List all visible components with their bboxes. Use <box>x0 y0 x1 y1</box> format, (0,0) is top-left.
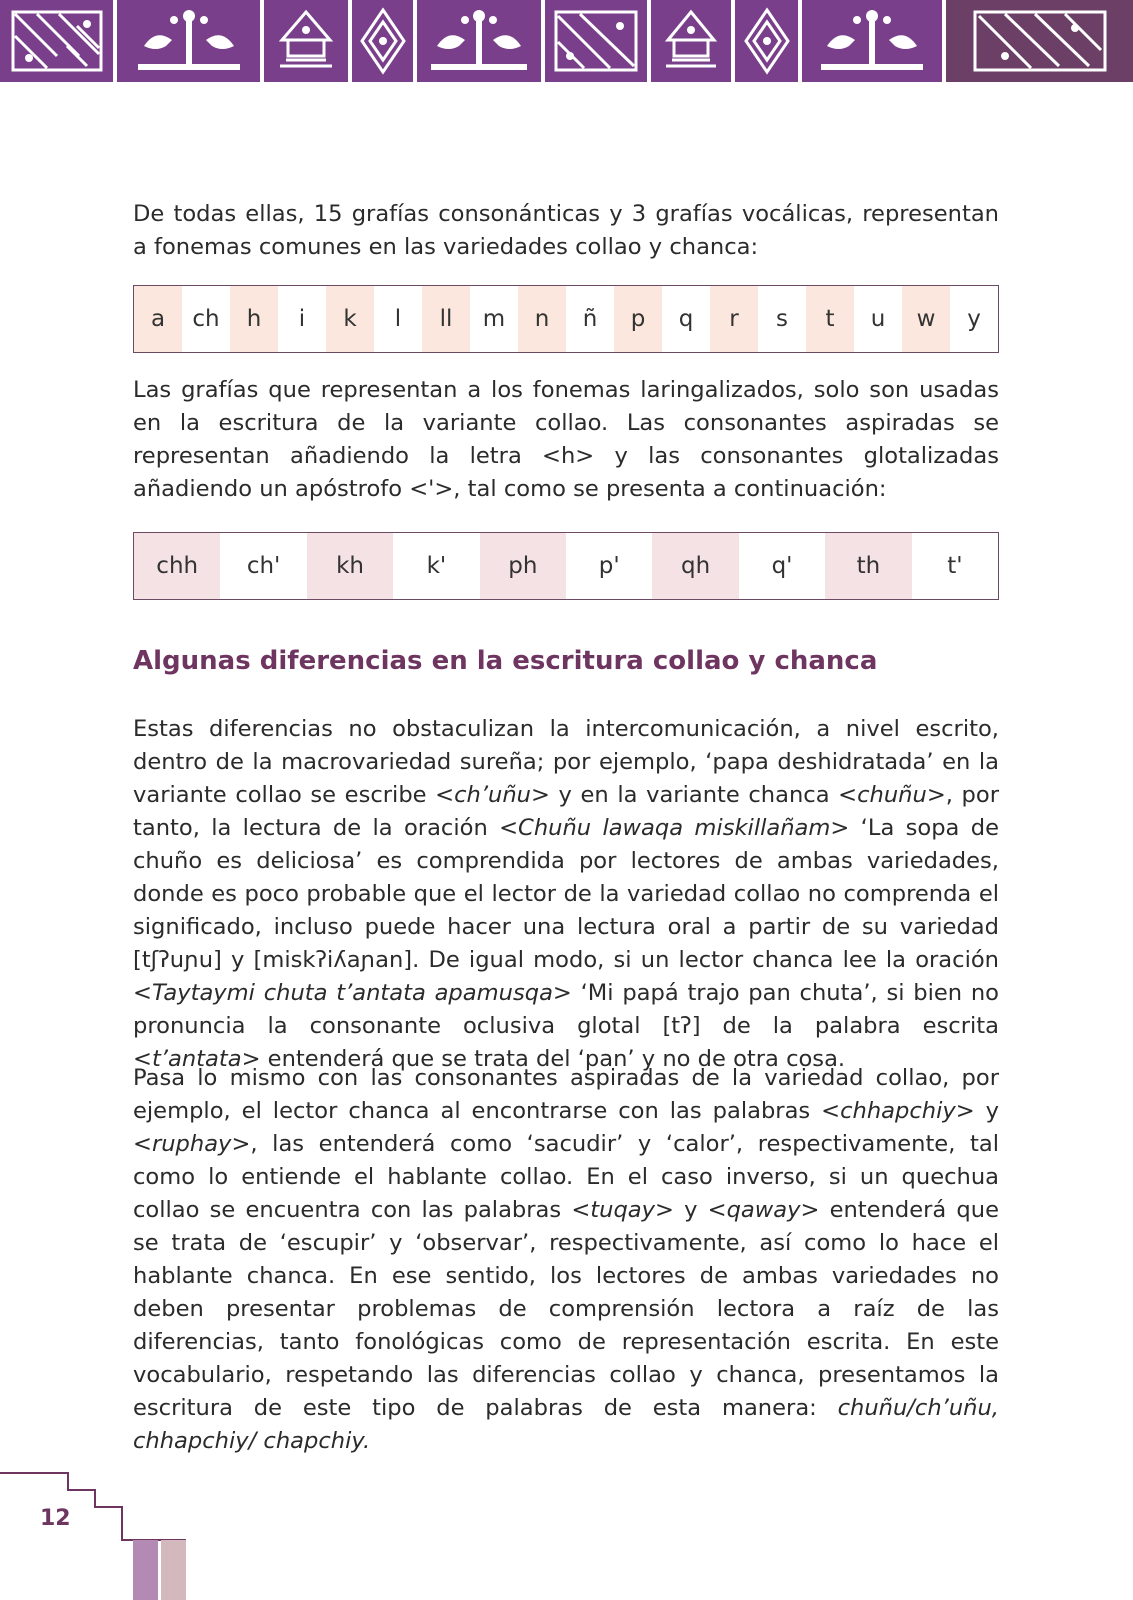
grapheme-cell: qh <box>652 533 738 599</box>
common-graphemes-table <box>133 285 999 353</box>
grapheme-cell: i <box>298 306 306 332</box>
grapheme-cell: kꞌ <box>426 553 447 579</box>
grapheme-cell: u <box>870 306 886 332</box>
grapheme-cell: ph <box>480 533 566 599</box>
grapheme-cell: q <box>678 306 694 332</box>
grapheme-cell: y <box>967 306 981 332</box>
grapheme-cell: a <box>134 286 182 352</box>
grapheme-cell: th <box>825 533 911 599</box>
diamond-pattern-icon <box>545 0 651 82</box>
section-heading: Algunas diferencias en la escritura collao y chanca <box>133 646 878 676</box>
decorative-header-band <box>0 0 1133 82</box>
grapheme-cell: m <box>482 306 506 332</box>
aspirated-paragraph: Pasa lo mismo con las consonantes aspiradas de la variedad collao, por ejemplo, el lector chanca al encontrarse con las palabras <chhapchiy> y <ruphay>, las entenderá como ‘sacudir’ y ‘calor’, respectivamente, tal como lo entiende el hablante collao. En el caso inverso, si un quechua collao se encuentra con las palabras <tuqay> y <qaway> entenderá que se trata de ‘escupir’ y ‘observar’, respectivamente, así como lo hace el hablante chanca. En ese sentido, los lectores de ambas variedades no deben presentar problemas de comprensión lectora a raíz de las diferencias, tanto fonológicas como de representación escrita. En este vocabulario, respetando las diferencias collao y chanca, presentamos la escritura de este tipo de palabras de esta manera: chuñu/ch’uñu, chhapchiy/ chapchiy. <box>133 1065 999 1454</box>
grapheme-cell: l <box>394 306 402 332</box>
differences-paragraph: Estas diferencias no obstaculizan la intercomunicación, a nivel escrito, dentro de la macrovariedad sureña; por ejemplo, ‘papa deshidratada’ en la variante collao se escribe <ch’uñu> y en la variante chanca <chuñu>, por tanto, la lectura de la oración <Chuñu lawaqa miskillañam> ‘La sopa de chuño es deliciosa’ es comprendida por lectores de ambas variedades, donde es poco probable que el lector de la variedad collao no comprenda el significado, incluso puede hacer una lectura oral a partir de su variedad [tʃʔuɲu] y [miskʔiʎaɲan]. De igual modo, si un lector chanca lee la oración <Taytaymi chuta t’antata apamusqa> ‘Mi papá trajo pan chuta’, si bien no pronuncia la consonante oclusiva glotal [tʔ] de la palabra escrita <t’antata> entenderá que se trata del ‘pan’ y no de otra cosa. <box>133 716 999 1072</box>
temple-icon <box>651 0 735 82</box>
grapheme-cell: qꞌ <box>771 553 793 579</box>
diamond-pattern-icon <box>352 0 417 82</box>
grapheme-cell: h <box>230 286 278 352</box>
temple-icon <box>264 0 352 82</box>
grapheme-cell: kh <box>307 533 393 599</box>
birds-tree-icon <box>117 0 264 82</box>
page-number: 12 <box>40 1506 71 1531</box>
aspirated-glottalized-table <box>133 532 999 600</box>
grapheme-cell: pꞌ <box>598 553 620 579</box>
grapheme-cell: n <box>518 286 566 352</box>
grapheme-cell: ll <box>422 286 470 352</box>
grapheme-cell: k <box>326 286 374 352</box>
intro-paragraph: De todas ellas, 15 grafías consonánticas y 3 grafías vocálicas, representan a fonemas comunes en las variedades collao y chanca: <box>133 201 999 260</box>
footer-bar <box>161 1540 186 1600</box>
birds-tree-icon <box>802 0 946 82</box>
grapheme-cell: p <box>614 286 662 352</box>
grapheme-cell: tꞌ <box>947 553 963 579</box>
grapheme-cell: t <box>806 286 854 352</box>
grapheme-cell: chꞌ <box>246 553 281 579</box>
grapheme-cell: r <box>710 286 758 352</box>
diamond-pattern-icon <box>0 0 117 82</box>
laryngealized-paragraph: Las grafías que representan a los fonemas laringalizados, solo son usadas en la escritura de la variante collao. Las consonantes aspiradas se representan añadiendo la letra <h> y las consonantes glotalizadas añadiendo un apóstrofo <ꞌ>, tal como se presenta a continuación: <box>133 377 999 502</box>
diamond-pattern-icon <box>946 0 1133 82</box>
birds-tree-icon <box>417 0 545 82</box>
grapheme-cell: w <box>902 286 950 352</box>
footer-bar <box>133 1540 158 1600</box>
grapheme-cell: s <box>776 306 788 332</box>
grapheme-cell: ñ <box>582 306 598 332</box>
grapheme-cell: chh <box>134 533 220 599</box>
diamond-pattern-icon <box>735 0 802 82</box>
grapheme-cell: ch <box>192 306 220 332</box>
